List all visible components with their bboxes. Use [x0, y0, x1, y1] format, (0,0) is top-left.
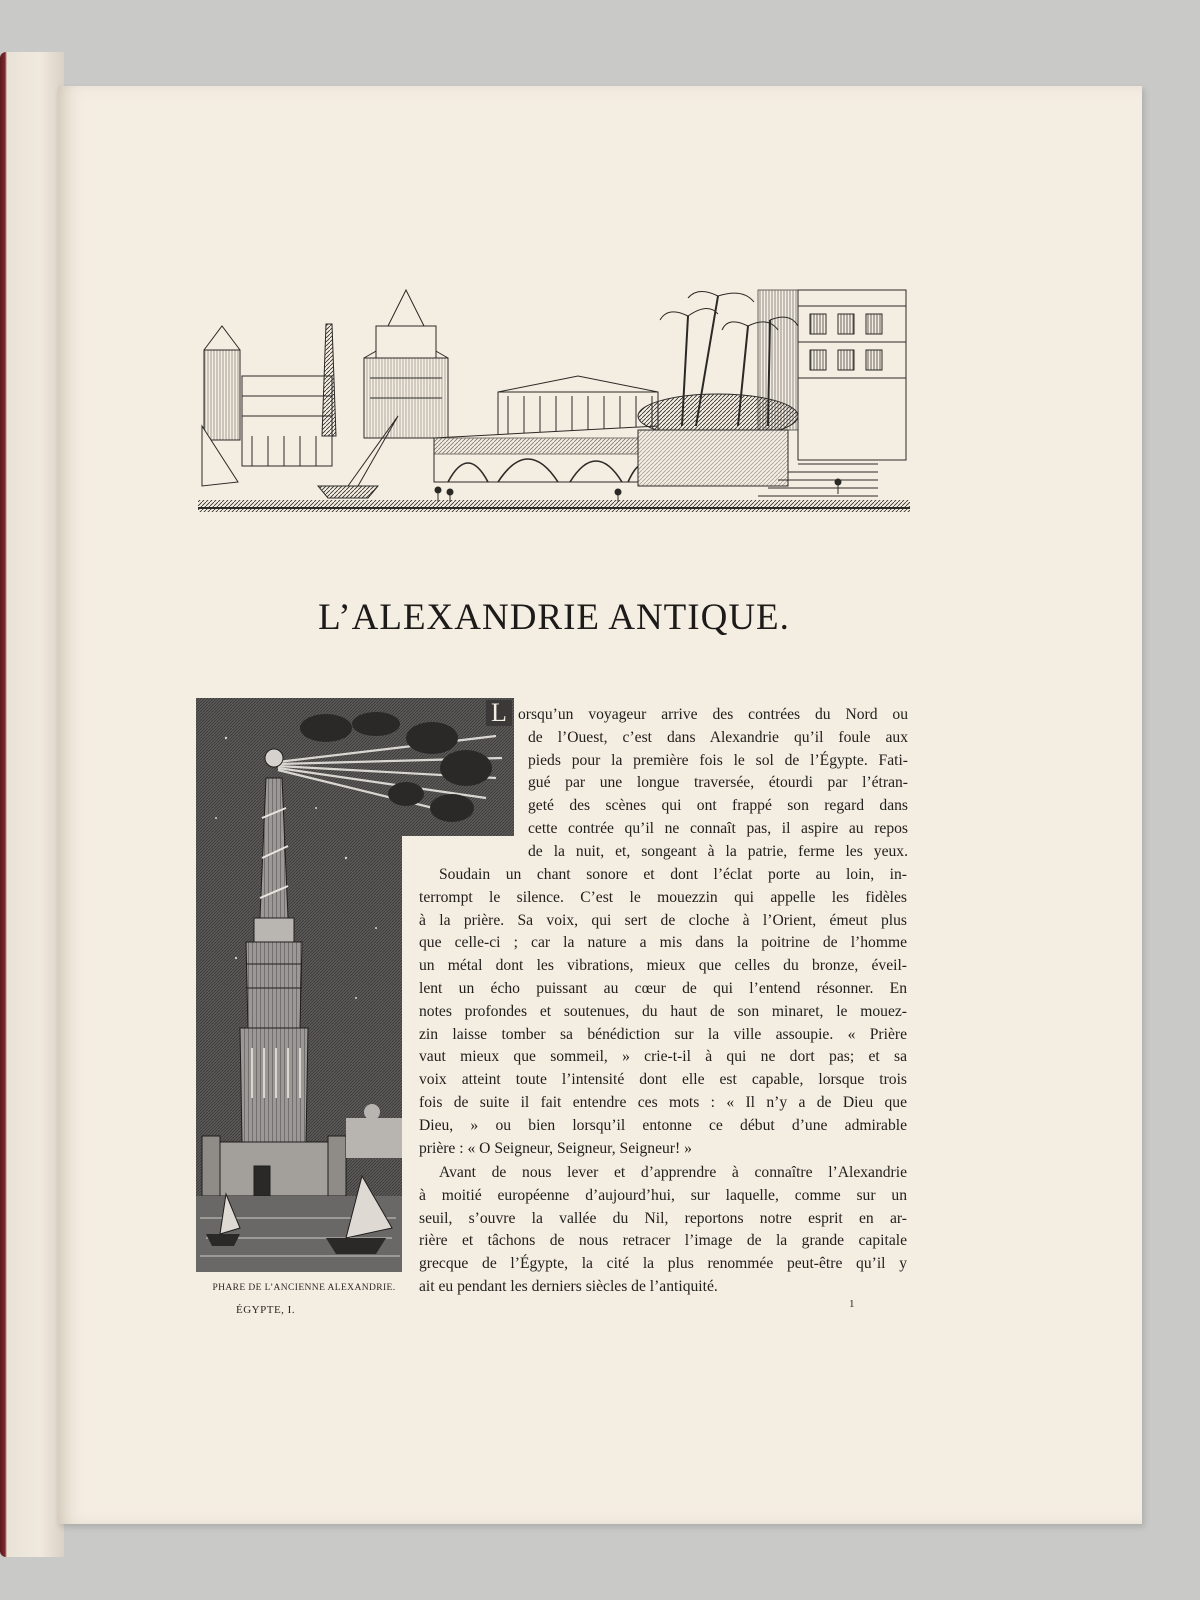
text-line: à moitié européenne d’aujourd’hui, sur laquelle, comme sur un	[419, 1186, 907, 1204]
text-line: Dieu, » ou bien lorsqu’il entonne ce début d’une admirable	[419, 1116, 907, 1134]
text-line: Soudain un chant sonore et dont l’éclat porte au loin, in-	[439, 866, 907, 883]
paragraph-3	[419, 1162, 907, 1299]
text-line: vaut mieux que sommeil, » crie-t-il à qui ne dort pas; et sa	[419, 1048, 907, 1066]
text-line: prière : « O Seigneur, Seigneur, Seigneur! »	[419, 1139, 692, 1157]
text-line: grecque de l’Égypte, la cité la plus renommée peut-être qu’il y	[419, 1255, 907, 1273]
text-line: Avant de nous lever et d’apprendre à connaître l’Alexandrie	[439, 1164, 907, 1181]
text-line: de la nuit, et, songeant à la patrie, ferme les yeux.	[528, 842, 908, 860]
paragraph-1	[518, 704, 908, 864]
figure-caption: PHARE DE L’ANCIENNE ALEXANDRIE.	[212, 1283, 396, 1293]
signature-mark: ÉGYPTE, I.	[236, 1304, 296, 1316]
text-line: geté des scènes qui ont frappé son regard dans	[528, 797, 908, 815]
text-line: fois de suite il fait entendre ces mots : « Il n’y a de Dieu que	[419, 1093, 907, 1111]
text-line: voix atteint toute l’intensité dont elle est capable, lorsque trois	[419, 1071, 907, 1089]
text-line: orsqu’un voyageur arrive des contrées du Nord ou	[518, 706, 908, 723]
text-line: lent un écho puissant au cœur de qui l’entend résonner. En	[419, 979, 907, 997]
paragraph-2	[419, 864, 907, 1160]
page-number: 1	[849, 1298, 855, 1310]
alexandria-panorama-engraving	[198, 286, 910, 522]
text-line: un métal dont les vibrations, mieux que celles du bronze, éveil-	[419, 957, 907, 975]
drop-cap-letter: L	[486, 700, 512, 726]
text-line: cette contrée qu’il ne connaît pas, il aspire au repos	[528, 819, 908, 837]
text-line: rière et tâchons de nous retracer l’image de la grande capitale	[419, 1232, 907, 1250]
text-line: que celle-ci ; car la nature a mis dans la poitrine de l’homme	[419, 934, 907, 952]
book-cover-edge	[0, 52, 64, 1557]
text-line: de l’Ouest, c’est dans Alexandrie qu’il foule aux	[528, 728, 908, 746]
text-line: notes profondes et soutenues, du haut de son minaret, le mouez-	[419, 1002, 907, 1020]
text-line: pieds pour la première fois le sol de l’Égypte. Fati-	[528, 751, 908, 769]
text-line: à la prière. Sa voix, qui sert de cloche à l’Orient, émeut plus	[419, 911, 907, 929]
text-line: seuil, s’ouvre la vallée du Nil, reportons notre esprit en ar-	[419, 1209, 907, 1227]
chapter-title: L’ALEXANDRIE ANTIQUE.	[318, 597, 790, 638]
text-line: ait eu pendant les derniers siècles de l’antiquité.	[419, 1277, 718, 1295]
text-line: zin laisse tomber sa bénédiction sur la ville assoupie. « Prière	[419, 1025, 907, 1043]
text-line: gué par une longue traversée, étourdi par l’étran-	[528, 774, 908, 792]
text-line: terrompt le silence. C’est le mouezzin qui appelle les fidèles	[419, 888, 907, 906]
